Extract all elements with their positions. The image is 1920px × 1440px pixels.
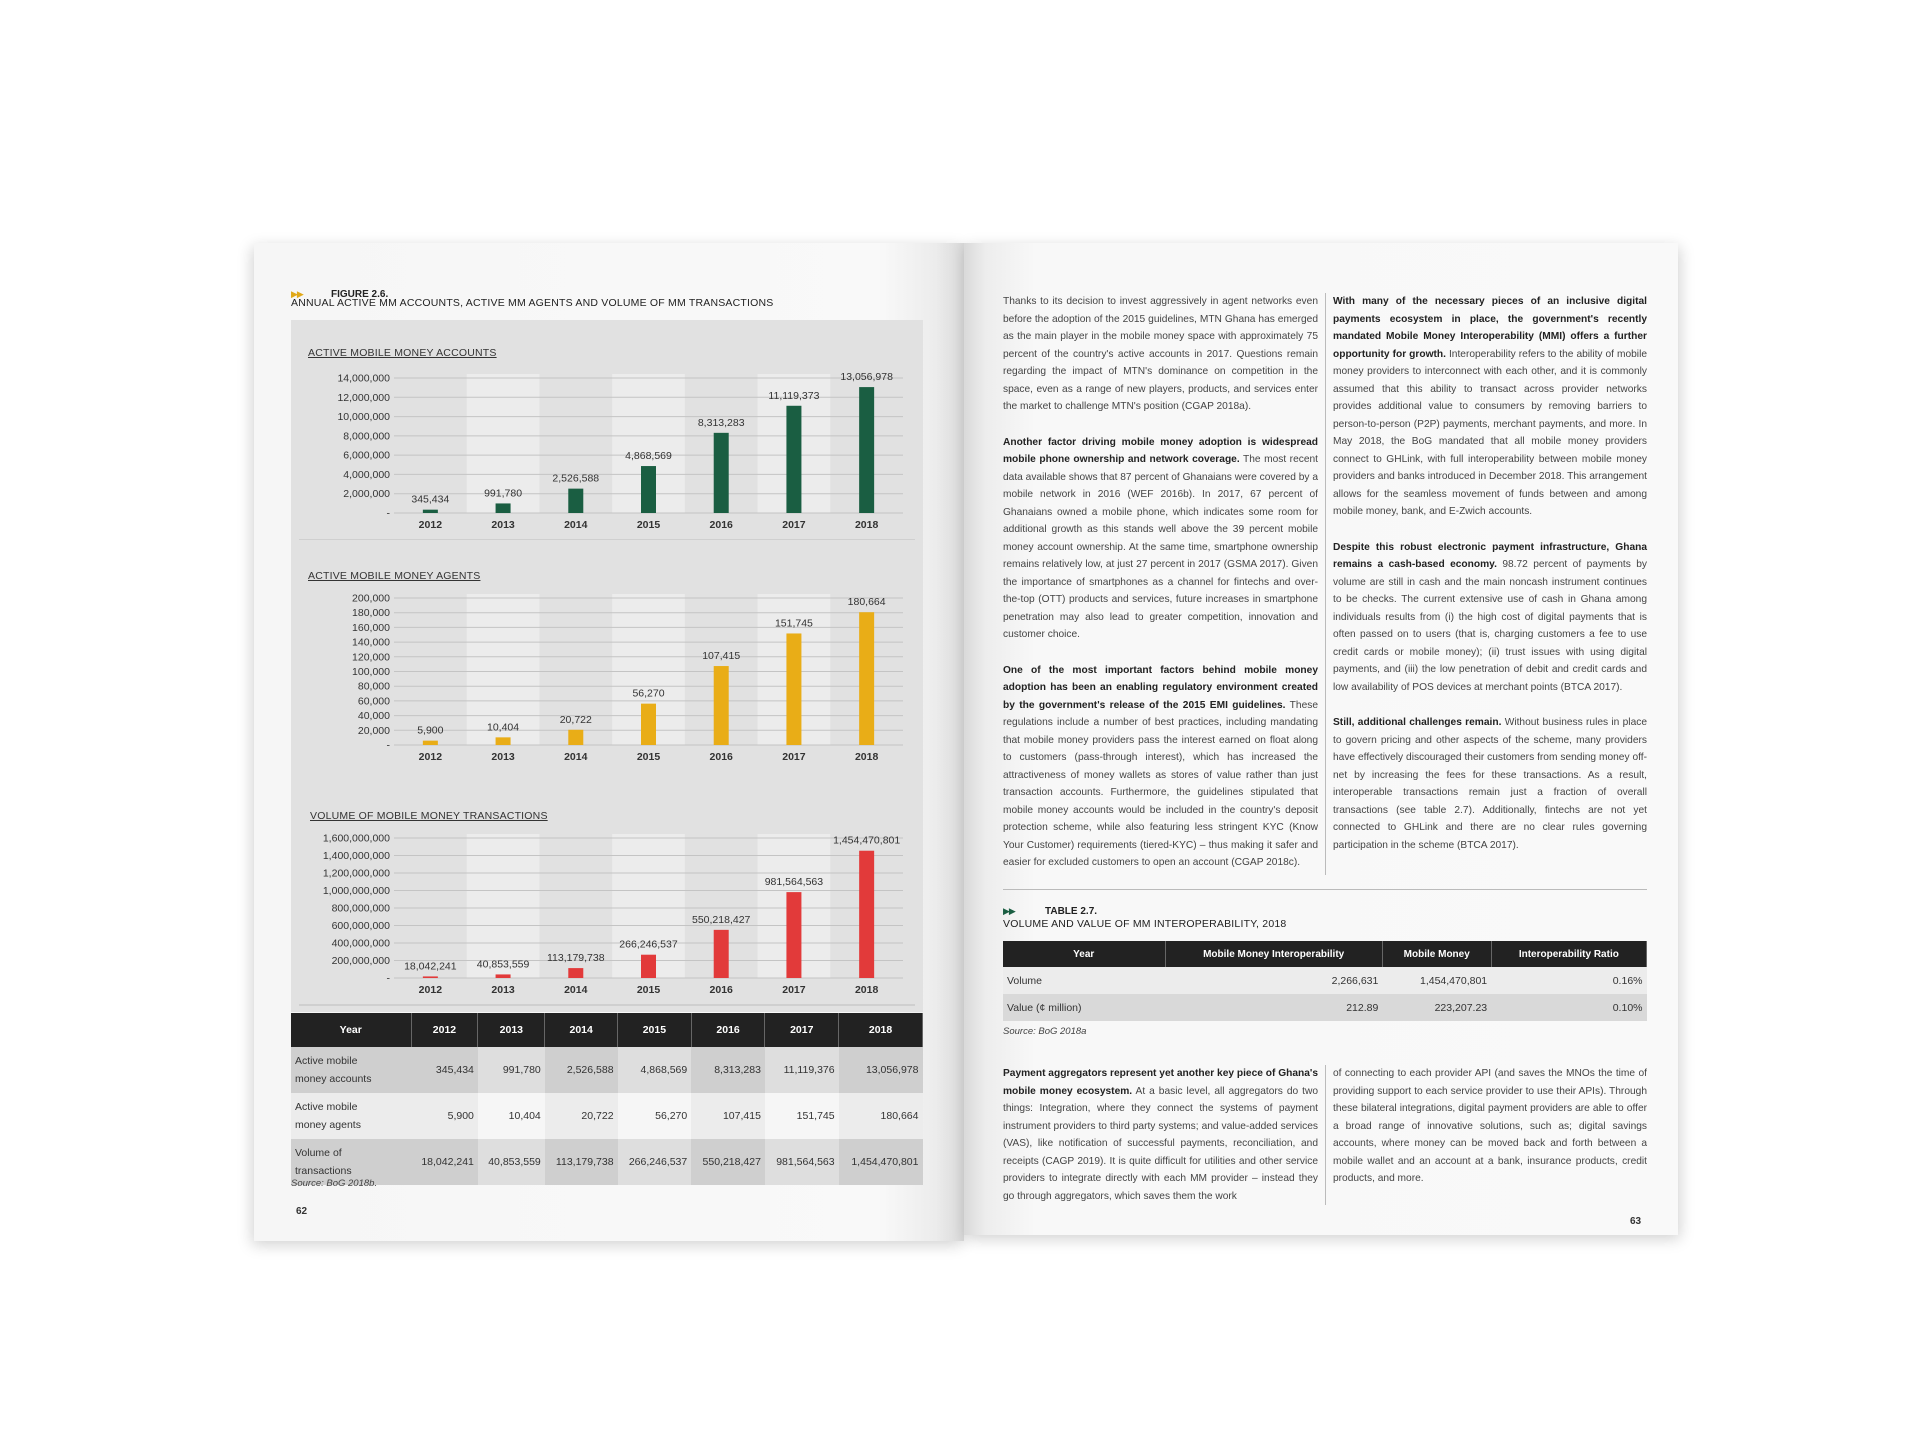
y-tick-label: -: [386, 507, 390, 520]
table-cell: 40,853,559: [478, 1139, 545, 1185]
table-cell: 212.89: [1165, 994, 1382, 1021]
bar: [714, 433, 729, 513]
table-row: [291, 1139, 923, 1185]
x-tick-label: 2013: [491, 751, 515, 763]
y-tick-label: 8,000,000: [343, 430, 390, 443]
table-row: [291, 1093, 923, 1139]
paragraph: of connecting to each provider API (and saves the MNOs the time of providing support to each service provider to use their APIs). Through these bilateral integrations, digital payment providers are able to offer a broad range of innovative solutions, such as; digital savings accounts, where money can be moved back and forth between a mobile wallet and an account at a bank, insurance products, credit products, and more.: [1333, 1068, 1647, 1184]
y-tick-label: 120,000: [352, 651, 390, 664]
data-label: 10,404: [487, 721, 520, 734]
x-tick-label: 2012: [418, 519, 443, 531]
bar: [641, 704, 656, 745]
table-header: Mobile Money: [1382, 941, 1491, 967]
bar: [568, 489, 583, 513]
table-row: [1003, 967, 1647, 994]
bar: [714, 666, 729, 745]
table-cell: 1,454,470,801: [839, 1139, 923, 1185]
bar: [496, 503, 511, 513]
x-tick-label: 2018: [854, 984, 879, 996]
data-label: 11,119,373: [768, 389, 820, 402]
table-row: [291, 1047, 923, 1093]
interoperability-table: [1003, 941, 1647, 1021]
bottom-column-2: [1333, 1065, 1647, 1206]
data-label: 113,179,738: [546, 952, 605, 965]
x-tick-label: 2013: [491, 519, 515, 531]
x-tick-label: 2016: [709, 984, 733, 996]
data-label: 40,853,559: [476, 958, 530, 971]
table-header: 2015: [618, 1013, 692, 1047]
paragraph: Despite this robust electronic payment infrastructure, Ghana remains a cash-based economy. 98.72 percent of payments by volume are still in cash and the main noncash instrument continues to be checks. The current extensive use of cash in Ghana among individuals results from (i) the high cost of digital payments that is often passed on to users (that is, charging customers a fee to use credit cards or mobile money); (ii) trust issues with using digital payments, and (iii) the low penetration of debit and credit cards and low availability of POS devices at merchant points (BTCA 2017).: [1333, 541, 1647, 693]
y-tick-label: 10,000,000: [337, 411, 390, 424]
x-tick-label: 2012: [418, 751, 443, 763]
figure-source: Source: BoG 2018b.: [291, 1178, 378, 1189]
x-tick-label: 2015: [636, 751, 661, 763]
bar: [786, 892, 801, 978]
row-label: Volume: [1003, 967, 1165, 994]
table-row: [1003, 994, 1647, 1021]
data-label: 266,246,537: [619, 938, 678, 951]
bar: [641, 955, 656, 978]
y-tick-label: 600,000,000: [331, 920, 390, 932]
table-cell: 8,313,283: [691, 1047, 765, 1093]
bar: [641, 466, 656, 513]
table-cell: 151,745: [765, 1093, 839, 1139]
y-tick-label: 1,200,000,000: [322, 867, 390, 880]
data-label: 4,868,569: [625, 450, 672, 463]
table-cell: 2,526,588: [545, 1047, 618, 1093]
data-label: 345,434: [411, 493, 450, 506]
column-divider: [1325, 1065, 1326, 1205]
table-header: 2012: [411, 1013, 478, 1047]
bar: [568, 730, 583, 745]
data-label: 5,900: [417, 724, 444, 737]
table-cell: 345,434: [411, 1047, 478, 1093]
data-label: 18,042,241: [404, 960, 457, 973]
figure-title: ANNUAL ACTIVE MM ACCOUNTS, ACTIVE MM AGENTS AND VOLUME OF MM TRANSACTIONS: [291, 297, 774, 309]
data-label: 8,313,283: [697, 416, 745, 429]
data-label: 2,526,588: [552, 472, 600, 485]
bar: [859, 851, 874, 978]
paragraph: One of the most important factors behind mobile money adoption has been an enabling regulatory environment created by the government's release of the 2015 EMI guidelines. These regulations include a number of best practices, including mandating that mobile money providers pass the interest earned on float along to customers (pass-through interest), which has increased the attractiveness of money wallets as stores of value rather than just transaction accounts. Furthermore, the guidelines stipulated that mobile money accounts would be included in the country's deposit protection scheme, while also featuring less stringent KYC (Know Your Customer) requirements (tiered-KYC) – thus making it safer and easier for excluded customers to open an account (CGAP 2018c).: [1003, 664, 1318, 868]
bar: [859, 387, 874, 513]
row-label: Active mobile money agents: [291, 1093, 411, 1139]
bar: [423, 741, 438, 745]
table-cell: 18,042,241: [411, 1139, 478, 1185]
paragraph: Another factor driving mobile money adoption is widespread mobile phone ownership and network coverage. The most recent data available shows that 87 percent of Ghanaians were covered by a mobile network in 2016 (WEF 2016b). In 2017, 67 percent of Ghanaians owned a mobile phone, which indicates some room for additional growth as this stands well above the 39 percent mobile money account ownership. At the same time, smartphone ownership remains relatively low, at just 27 percent in 2017 (GSMA 2017). Given the importance of smartphones as a channel for fintechs and over-the-top (OTT) products and services, future increases in smartphone penetration may also lead to greater competition, innovation and customer choice.: [1003, 436, 1318, 640]
bar: [786, 633, 801, 745]
table-header-row: [291, 1013, 923, 1047]
table-header: Year: [1003, 941, 1165, 967]
row-label: Active mobile money accounts: [291, 1047, 411, 1093]
table-cell: 56,270: [618, 1093, 692, 1139]
y-tick-label: 1,000,000,000: [322, 885, 390, 897]
table-header: Year: [291, 1013, 411, 1047]
x-tick-label: 2013: [491, 984, 515, 996]
bar: [423, 976, 438, 978]
y-tick-label: 800,000,000: [331, 902, 390, 915]
paragraph: Payment aggregators represent yet another key piece of Ghana's mobile money ecosystem. At a basic level, all aggregators do two things: Integration, where they connect the systems of payment instrument providers to third party systems; and value-added services (VAS), like notification of successful payments, reconciliation, and receipts (CAGP 2019). It is quite difficult for utilities and other service providers to integrate directly with each MM provider – instead they go through aggregators, which saves them the work: [1003, 1068, 1318, 1202]
chart-transactions: [291, 823, 923, 1006]
x-tick-label: 2018: [854, 519, 879, 531]
chart-agents: [291, 583, 923, 768]
column-divider: [1325, 293, 1326, 875]
data-label: 1,454,470,801: [833, 834, 901, 847]
bar: [568, 968, 583, 978]
data-label: 550,218,427: [692, 913, 751, 926]
x-tick-label: 2016: [709, 519, 733, 531]
table-header: Interoperability Ratio: [1491, 941, 1646, 967]
y-tick-label: 200,000: [352, 592, 390, 605]
bottom-column-1: [1003, 1065, 1318, 1223]
table-cell: 1,454,470,801: [1382, 967, 1491, 994]
y-tick-label: 2,000,000: [343, 488, 390, 501]
chart-accounts: [291, 360, 923, 540]
table-cell: 991,780: [478, 1047, 545, 1093]
table-cell: 0.10%: [1491, 994, 1646, 1021]
section-divider: [1003, 889, 1647, 890]
table-cell: 0.16%: [1491, 967, 1646, 994]
table-cell: 550,218,427: [691, 1139, 765, 1185]
table-cell: 10,404: [478, 1093, 545, 1139]
x-tick-label: 2016: [709, 751, 733, 763]
page-number-left: 62: [296, 1206, 308, 1217]
figure-arrows-icon: ▶▶: [291, 289, 303, 299]
paragraph: Still, additional challenges remain. Without business rules in place to govern pricing and other aspects of the scheme, many providers have effectively discouraged their customers from sending money off-net by increasing the fees for these transactions. As a result, interoperable transactions remain just a fraction of overall transactions (see table 2.7). Additionally, fintechs are not yet connected to GHLink and there are no clear rules governing participation in the scheme (BTCA 2017).: [1333, 717, 1647, 851]
data-label: 56,270: [632, 687, 665, 700]
y-tick-label: 400,000,000: [331, 937, 390, 950]
x-tick-label: 2015: [636, 519, 661, 531]
table-header: 2018: [839, 1013, 923, 1047]
bar: [859, 612, 874, 745]
x-tick-label: 2014: [564, 984, 588, 996]
bar: [786, 406, 801, 513]
chart-title-transactions: VOLUME OF MOBILE MONEY TRANSACTIONS: [310, 810, 548, 822]
table-header: 2014: [545, 1013, 618, 1047]
table-cell: 180,664: [839, 1093, 923, 1139]
y-tick-label: 1,400,000,000: [322, 850, 390, 862]
y-tick-label: 200,000,000: [331, 955, 390, 967]
table-header: Mobile Money Interoperability: [1165, 941, 1382, 967]
table-label: TABLE 2.7.: [1045, 906, 1098, 917]
table-cell: 11,119,376: [765, 1047, 839, 1093]
x-tick-label: 2017: [782, 519, 806, 531]
x-tick-label: 2017: [782, 984, 806, 996]
data-label: 991,780: [484, 487, 523, 500]
x-tick-label: 2018: [854, 751, 879, 763]
table-title: VOLUME AND VALUE OF MM INTEROPERABILITY, 2018: [1003, 918, 1287, 930]
data-label: 107,415: [702, 650, 741, 663]
table-cell: 2,266,631: [1165, 967, 1382, 994]
table-header-row: [1003, 941, 1647, 967]
bar: [423, 510, 438, 513]
x-tick-label: 2015: [636, 984, 661, 996]
table-cell: 266,246,537: [618, 1139, 692, 1185]
y-tick-label: -: [386, 972, 390, 985]
table-cell: 113,179,738: [545, 1139, 618, 1185]
data-label: 20,722: [559, 713, 592, 726]
table-source: Source: BoG 2018a: [1003, 1026, 1087, 1037]
paragraph: With many of the necessary pieces of an inclusive digital payments ecosystem in place, the government's recently mandated Mobile Money Interoperability (MMI) offers a further opportunity for growth. Interoperability refers to the ability of mobile money providers to interconnect with each other, and it is commonly assumed that this ability to transact across provider networks provides additional value to consumers by removing barriers to person-to-person (P2P) payments, merchant payments, and more. In May 2018, the BoG mandated that all mobile money providers connect to GHLink, with full interoperability between mobile money providers and banks introduced in December 2018. This arrangement allows for the seamless movement of funds between and among mobile money, bank, and E-Zwich accounts.: [1333, 296, 1648, 517]
y-tick-label: 160,000: [352, 621, 390, 634]
table-cell: 981,564,563: [765, 1139, 839, 1185]
table-header: 2016: [691, 1013, 765, 1047]
table-cell: 13,056,978: [839, 1047, 923, 1093]
data-label: 13,056,978: [840, 371, 893, 384]
x-tick-label: 2014: [564, 751, 588, 763]
table-cell: 5,900: [411, 1093, 478, 1139]
data-table: [291, 1013, 923, 1185]
table-cell: 223,207.23: [1382, 994, 1491, 1021]
page-number-right: 63: [1630, 1216, 1642, 1227]
y-tick-label: 12,000,000: [337, 391, 390, 404]
figure-label: FIGURE 2.6.: [331, 289, 389, 300]
bar: [496, 737, 511, 745]
x-tick-label: 2017: [782, 751, 806, 763]
data-label: 981,564,563: [764, 876, 824, 889]
table-cell: 20,722: [545, 1093, 618, 1139]
y-tick-label: 14,000,000: [337, 372, 390, 385]
table-cell: 4,868,569: [618, 1047, 692, 1093]
y-tick-label: 4,000,000: [343, 468, 390, 481]
bar: [496, 974, 511, 978]
data-label: 151,745: [774, 617, 813, 630]
y-tick-label: 1,600,000,000: [322, 832, 390, 845]
y-tick-label: 40,000: [357, 710, 390, 723]
y-tick-label: 140,000: [352, 636, 390, 649]
table-arrows-icon: ▶▶: [1003, 906, 1015, 916]
table-header: 2013: [478, 1013, 545, 1047]
x-tick-label: 2012: [418, 984, 443, 996]
row-label: Value (¢ million): [1003, 994, 1165, 1021]
y-tick-label: -: [386, 739, 390, 752]
y-tick-label: 60,000: [357, 695, 390, 708]
y-tick-label: 100,000: [352, 666, 390, 678]
y-tick-label: 80,000: [357, 680, 390, 693]
text-column-2: [1333, 293, 1647, 872]
row-label: Volume of transactions: [291, 1139, 411, 1185]
data-label: 180,664: [847, 596, 886, 609]
text-column-1: [1003, 293, 1318, 890]
y-tick-label: 20,000: [357, 724, 390, 737]
chart-title-agents: ACTIVE MOBILE MONEY AGENTS: [308, 570, 481, 582]
table-header: 2017: [765, 1013, 839, 1047]
y-tick-label: 6,000,000: [343, 449, 390, 462]
y-tick-label: 180,000: [352, 607, 390, 620]
chart-title-accounts: ACTIVE MOBILE MONEY ACCOUNTS: [308, 347, 497, 359]
x-tick-label: 2014: [564, 519, 588, 531]
paragraph: Thanks to its decision to invest aggressively in agent networks even before the adoption of the 2015 guidelines, MTN Ghana has emerged as the main player in the mobile money space with approximately 75 percent of the country's active accounts in 2017. Questions remain regarding the impact of MTN's dominance on competition in the space, even as a range of new players, products, and services enter the market to challenge MTN's position (CGAP 2018a).: [1003, 296, 1318, 412]
table-cell: 107,415: [691, 1093, 765, 1139]
bar: [714, 930, 729, 978]
